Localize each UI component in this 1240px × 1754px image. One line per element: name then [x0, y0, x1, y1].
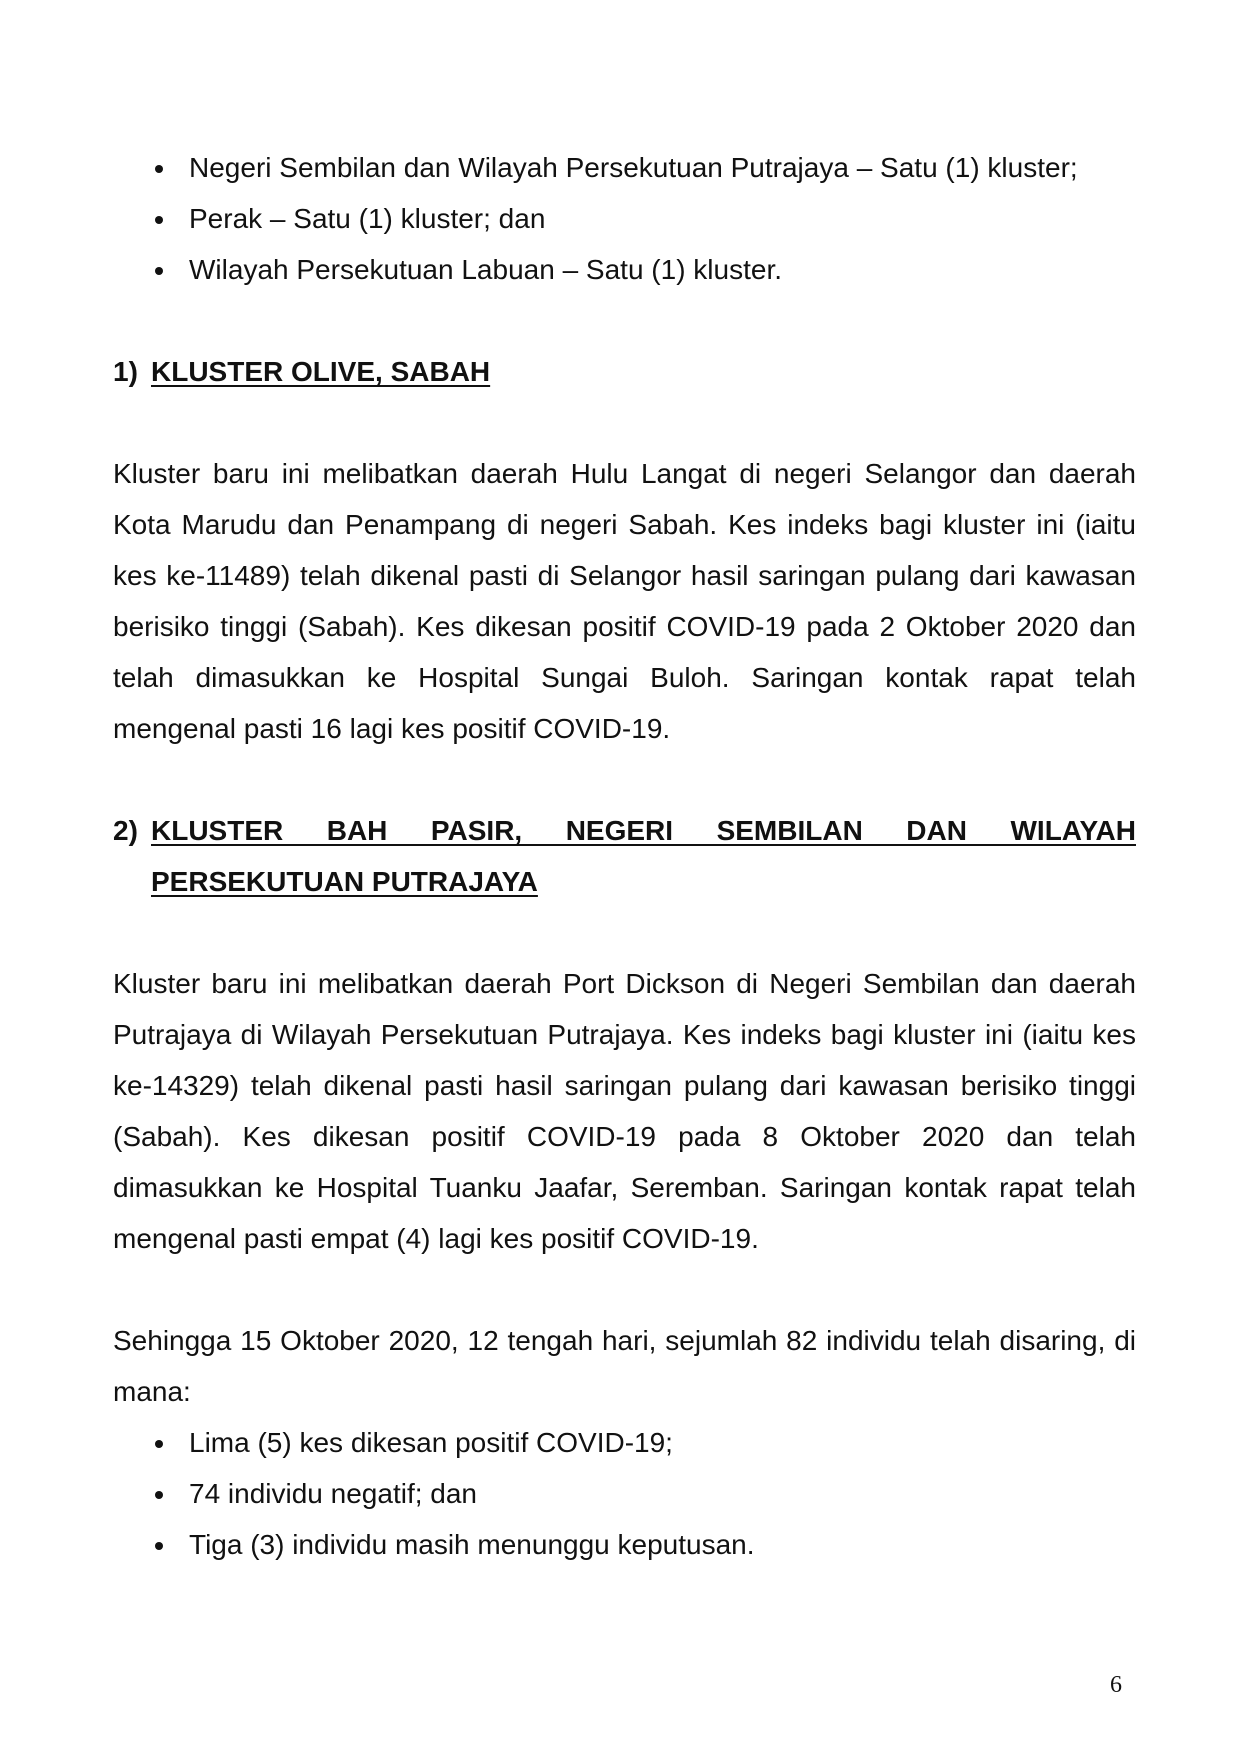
section-1-title: KLUSTER OLIVE, SABAH	[151, 356, 491, 387]
list-item: Negeri Sembilan dan Wilayah Persekutuan Putrajaya – Satu (1) kluster;	[113, 142, 1136, 193]
screening-intro: Sehingga 15 Oktober 2020, 12 tengah hari, sejumlah 82 individu telah disaring, di mana:	[113, 1325, 1136, 1407]
section-2-title-line-1: KLUSTER BAH PASIR, NEGERI SEMBILAN DAN WILAYAH	[151, 815, 1136, 846]
list-item: Lima (5) kes dikesan positif COVID-19;	[113, 1417, 1136, 1468]
section-1-number: 1)	[113, 356, 138, 387]
section-2-heading	[113, 805, 1136, 907]
page-content	[113, 142, 1136, 1570]
list-item: 74 individu negatif; dan	[113, 1468, 1136, 1519]
section-2-title-line-2: PERSEKUTUAN PUTRAJAYA	[151, 866, 538, 897]
section-2-number: 2)	[113, 815, 138, 846]
section-1-paragraph: Kluster baru ini melibatkan daerah Hulu Langat di negeri Selangor dan daerah Kota Marudu dan Penampang di negeri Sabah. Kes indeks bagi kluster ini (iaitu kes ke-11489) telah dikenal pasti di Selangor hasil saringan pulang dari kawasan berisiko tinggi (Sabah). Kes dikesan positif COVID-19 pada 2 Oktober 2020 dan telah dimasukkan ke Hospital Sungai Buloh. Saringan kontak rapat telah mengenal pasti 16 lagi kes positif COVID-19.	[113, 458, 1136, 744]
section-1-heading	[113, 346, 1136, 397]
list-item: Perak – Satu (1) kluster; dan	[113, 193, 1136, 244]
list-item: Tiga (3) individu masih menunggu keputusan.	[113, 1519, 1136, 1570]
list-item: Wilayah Persekutuan Labuan – Satu (1) kluster.	[113, 244, 1136, 295]
section-2-title	[151, 805, 1136, 907]
page-number: 6	[1110, 1672, 1122, 1698]
screening-bullet-list	[113, 1417, 1136, 1570]
top-bullet-list	[113, 142, 1136, 295]
section-2-paragraph: Kluster baru ini melibatkan daerah Port Dickson di Negeri Sembilan dan daerah Putrajaya di Wilayah Persekutuan Putrajaya. Kes indeks bagi kluster ini (iaitu kes ke-14329) telah dikenal pasti hasil saringan pulang dari kawasan berisiko tinggi (Sabah). Kes dikesan positif COVID-19 pada 8 Oktober 2020 dan telah dimasukkan ke Hospital Tuanku Jaafar, Seremban. Saringan kontak rapat telah mengenal pasti empat (4) lagi kes positif COVID-19.	[113, 968, 1136, 1254]
